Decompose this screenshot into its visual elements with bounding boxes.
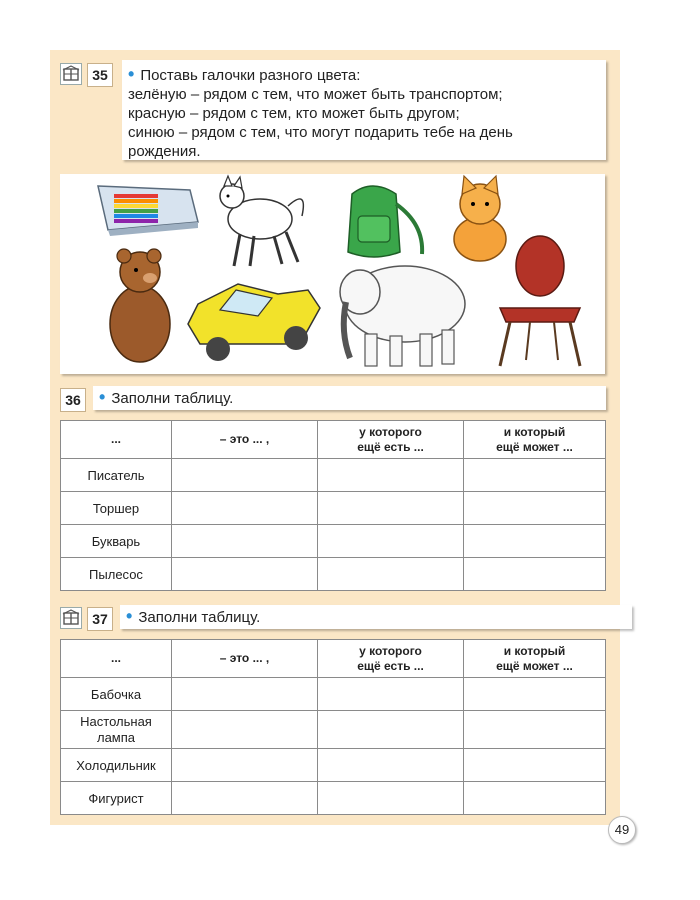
bullet-icon: • bbox=[128, 64, 135, 84]
table-37 bbox=[60, 639, 606, 815]
header-cell: ... bbox=[61, 421, 172, 459]
task-36-instruction: • Заполни таблицу. bbox=[93, 386, 606, 410]
bullet-icon: • bbox=[99, 387, 106, 407]
answer-cell[interactable] bbox=[318, 459, 464, 492]
task-35-instruction bbox=[122, 60, 606, 160]
answer-cell[interactable] bbox=[172, 558, 318, 591]
header-cell: ... bbox=[61, 640, 172, 678]
bear-picture[interactable] bbox=[110, 249, 170, 362]
answer-cell[interactable] bbox=[464, 782, 606, 815]
task-number-37: 37 bbox=[87, 607, 113, 631]
row-label: Настольная лампа bbox=[61, 711, 172, 749]
row-label: Холодильник bbox=[61, 749, 172, 782]
row-label: Фигурист bbox=[61, 782, 172, 815]
answer-cell[interactable] bbox=[172, 459, 318, 492]
answer-cell[interactable] bbox=[172, 782, 318, 815]
answer-cell[interactable] bbox=[318, 678, 464, 711]
header-cell: и который ещё может ... bbox=[464, 421, 606, 459]
answer-cell[interactable] bbox=[464, 678, 606, 711]
header-cell: у которого ещё есть ... bbox=[318, 640, 464, 678]
answer-cell[interactable] bbox=[172, 525, 318, 558]
instruction-line: • Поставь галочки разного цвета: bbox=[128, 64, 361, 84]
chair-picture[interactable] bbox=[500, 236, 580, 366]
kitten-picture[interactable] bbox=[454, 176, 506, 261]
answer-cell[interactable] bbox=[318, 711, 464, 749]
answer-cell[interactable] bbox=[464, 459, 606, 492]
instruction-line: синюю – рядом с тем, что могут подарить тебе на день bbox=[128, 124, 513, 141]
answer-cell[interactable] bbox=[464, 749, 606, 782]
answer-cell[interactable] bbox=[172, 711, 318, 749]
bullet-icon: • bbox=[126, 606, 133, 626]
task-37-instruction: • Заполни таблицу. bbox=[120, 605, 632, 629]
task-number-35: 35 bbox=[87, 63, 113, 87]
instruction-line: зелёную – рядом с тем, что может быть транспортом; bbox=[128, 86, 503, 103]
pencil-box-picture[interactable] bbox=[98, 186, 198, 236]
answer-cell[interactable] bbox=[172, 678, 318, 711]
answer-cell[interactable] bbox=[318, 558, 464, 591]
answer-cell[interactable] bbox=[318, 492, 464, 525]
answer-cell[interactable] bbox=[464, 711, 606, 749]
elephant-picture[interactable] bbox=[340, 266, 465, 366]
page-number: 49 bbox=[608, 816, 636, 844]
answer-cell[interactable] bbox=[318, 525, 464, 558]
row-label: Пылесос bbox=[61, 558, 172, 591]
answer-cell[interactable] bbox=[172, 492, 318, 525]
row-label: Бабочка bbox=[61, 678, 172, 711]
task-number-36: 36 bbox=[60, 388, 86, 412]
instruction-line: рождения. bbox=[128, 143, 201, 160]
dog-picture[interactable] bbox=[220, 176, 303, 266]
answer-cell[interactable] bbox=[464, 558, 606, 591]
answer-cell[interactable] bbox=[318, 782, 464, 815]
pictures-area bbox=[60, 174, 605, 374]
backpack-picture[interactable] bbox=[348, 186, 422, 257]
table-36 bbox=[60, 420, 606, 591]
instruction-line: красную – рядом с тем, кто может быть другом; bbox=[128, 105, 460, 122]
row-label: Торшер bbox=[61, 492, 172, 525]
answer-cell[interactable] bbox=[464, 525, 606, 558]
header-cell: и который ещё может ... bbox=[464, 640, 606, 678]
header-cell: – это ... , bbox=[172, 421, 318, 459]
header-cell: у которого ещё есть ... bbox=[318, 421, 464, 459]
car-picture[interactable] bbox=[188, 284, 320, 361]
book-icon bbox=[60, 607, 82, 629]
row-label: Букварь bbox=[61, 525, 172, 558]
header-cell: – это ... , bbox=[172, 640, 318, 678]
answer-cell[interactable] bbox=[464, 492, 606, 525]
answer-cell[interactable] bbox=[172, 749, 318, 782]
answer-cell[interactable] bbox=[318, 749, 464, 782]
book-icon bbox=[60, 63, 82, 85]
row-label: Писатель bbox=[61, 459, 172, 492]
